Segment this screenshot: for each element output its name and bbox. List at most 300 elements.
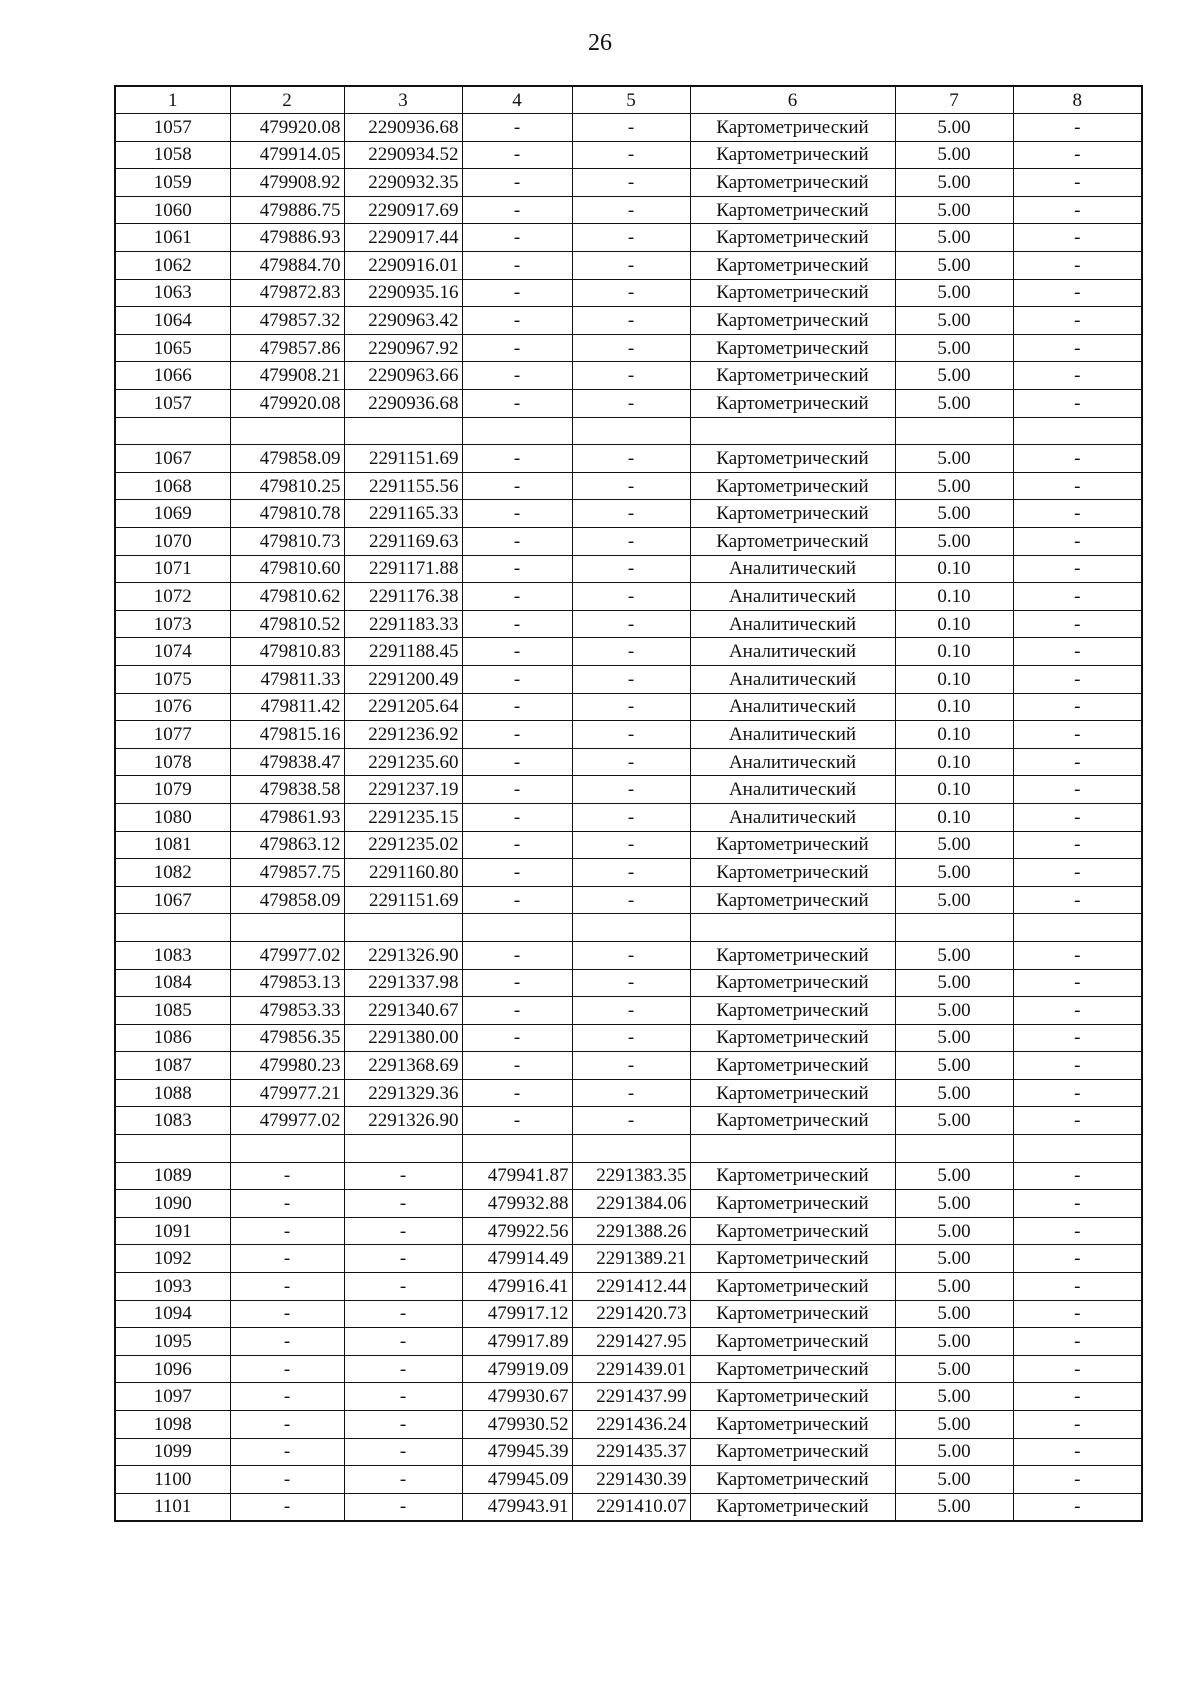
- table-cell: Картометрический: [690, 1052, 895, 1080]
- table-cell: -: [572, 114, 690, 142]
- table-cell: -: [462, 776, 572, 804]
- table-cell: [230, 417, 344, 445]
- table-cell: -: [1013, 224, 1142, 252]
- table-cell: -: [1013, 1273, 1142, 1301]
- table-cell: Картометрический: [690, 1107, 895, 1135]
- table-cell: Картометрический: [690, 1355, 895, 1383]
- table-cell: 479856.35: [230, 1024, 344, 1052]
- table-cell: -: [1013, 776, 1142, 804]
- table-cell: 479811.42: [230, 693, 344, 721]
- table-cell: Картометрический: [690, 390, 895, 418]
- table-cell: 1098: [115, 1411, 230, 1439]
- table-cell: -: [1013, 1245, 1142, 1273]
- table-cell: -: [1013, 941, 1142, 969]
- table-cell: -: [1013, 859, 1142, 887]
- table-cell: 1090: [115, 1190, 230, 1218]
- table-row: [115, 390, 1142, 418]
- table-cell: Картометрический: [690, 831, 895, 859]
- table-cell: -: [1013, 665, 1142, 693]
- table-cell: -: [1013, 997, 1142, 1025]
- table-cell: 2291183.33: [344, 610, 462, 638]
- table-cell: -: [1013, 693, 1142, 721]
- column-header: 5: [572, 86, 690, 114]
- table-cell: [895, 1135, 1013, 1163]
- table-cell: 479945.09: [462, 1466, 572, 1494]
- table-cell: -: [572, 252, 690, 280]
- table-cell: 1080: [115, 803, 230, 831]
- table-cell: 2291439.01: [572, 1355, 690, 1383]
- table-cell: -: [572, 472, 690, 500]
- table-cell: 5.00: [895, 279, 1013, 307]
- table-row: [115, 1493, 1142, 1521]
- table-cell: -: [1013, 307, 1142, 335]
- table-cell: -: [572, 555, 690, 583]
- table-cell: 479916.41: [462, 1273, 572, 1301]
- table-cell: 479941.87: [462, 1162, 572, 1190]
- table-cell: -: [572, 1024, 690, 1052]
- table-cell: 5.00: [895, 169, 1013, 197]
- table-row: [115, 638, 1142, 666]
- table-cell: -: [572, 776, 690, 804]
- table-cell: -: [572, 390, 690, 418]
- table-cell: Картометрический: [690, 224, 895, 252]
- table-cell: -: [462, 693, 572, 721]
- table-cell: -: [572, 583, 690, 611]
- table-cell: 2291205.64: [344, 693, 462, 721]
- table-cell: -: [1013, 528, 1142, 556]
- table-row: [115, 1079, 1142, 1107]
- table-cell: [115, 417, 230, 445]
- table-cell: 5.00: [895, 1493, 1013, 1521]
- table-row: [115, 1411, 1142, 1439]
- table-cell: 1096: [115, 1355, 230, 1383]
- table-cell: Картометрический: [690, 307, 895, 335]
- table-cell: 2290936.68: [344, 114, 462, 142]
- table-cell: -: [462, 997, 572, 1025]
- table-cell: 5.00: [895, 1079, 1013, 1107]
- table-cell: 5.00: [895, 390, 1013, 418]
- table-cell: 2291176.38: [344, 583, 462, 611]
- table-cell: 479838.58: [230, 776, 344, 804]
- table-cell: 1093: [115, 1273, 230, 1301]
- table-cell: [230, 1135, 344, 1163]
- table-cell: -: [344, 1411, 462, 1439]
- table-cell: 2291235.15: [344, 803, 462, 831]
- table-cell: -: [462, 528, 572, 556]
- table-cell: 1073: [115, 610, 230, 638]
- table-cell: 2291200.49: [344, 665, 462, 693]
- table-cell: -: [1013, 1107, 1142, 1135]
- table-cell: -: [1013, 1383, 1142, 1411]
- table-cell: -: [230, 1245, 344, 1273]
- table-cell: 479810.83: [230, 638, 344, 666]
- table-cell: Картометрический: [690, 472, 895, 500]
- table-cell: 2291236.92: [344, 721, 462, 749]
- table-cell: [1013, 914, 1142, 942]
- table-cell: -: [572, 941, 690, 969]
- table-header-row: [115, 86, 1142, 114]
- table-cell: 479838.47: [230, 748, 344, 776]
- table-row: [115, 1107, 1142, 1135]
- table-cell: 1067: [115, 445, 230, 473]
- table-cell: -: [572, 969, 690, 997]
- table-cell: -: [462, 472, 572, 500]
- table-cell: -: [462, 969, 572, 997]
- table-cell: 2290916.01: [344, 252, 462, 280]
- table-cell: -: [344, 1466, 462, 1494]
- table-row: [115, 859, 1142, 887]
- table-cell: -: [572, 528, 690, 556]
- table-cell: 2290935.16: [344, 279, 462, 307]
- table-cell: Аналитический: [690, 776, 895, 804]
- table-separator-row: [115, 1135, 1142, 1163]
- table-cell: -: [462, 555, 572, 583]
- table-cell: Картометрический: [690, 169, 895, 197]
- table-cell: -: [344, 1438, 462, 1466]
- table-cell: -: [572, 224, 690, 252]
- table-cell: Картометрический: [690, 1328, 895, 1356]
- table-cell: Картометрический: [690, 1466, 895, 1494]
- table-cell: -: [462, 859, 572, 887]
- table-row: [115, 1273, 1142, 1301]
- table-cell: 479914.49: [462, 1245, 572, 1273]
- table-cell: -: [572, 886, 690, 914]
- table-cell: Картометрический: [690, 1245, 895, 1273]
- table-row: [115, 1052, 1142, 1080]
- table-cell: 1076: [115, 693, 230, 721]
- table-cell: Картометрический: [690, 1273, 895, 1301]
- table-row: [115, 886, 1142, 914]
- table-cell: 479886.93: [230, 224, 344, 252]
- table-cell: -: [572, 859, 690, 887]
- table-row: [115, 665, 1142, 693]
- table-cell: 2291430.39: [572, 1466, 690, 1494]
- table-cell: Картометрический: [690, 362, 895, 390]
- table-cell: -: [462, 224, 572, 252]
- table-cell: -: [572, 693, 690, 721]
- table-cell: 5.00: [895, 969, 1013, 997]
- table-cell: -: [572, 196, 690, 224]
- table-row: [115, 803, 1142, 831]
- table-cell: -: [1013, 803, 1142, 831]
- table-cell: 0.10: [895, 803, 1013, 831]
- table-row: [115, 748, 1142, 776]
- table-cell: 2291384.06: [572, 1190, 690, 1218]
- table-cell: 479943.91: [462, 1493, 572, 1521]
- table-row: [115, 252, 1142, 280]
- table-row: [115, 555, 1142, 583]
- table-row: [115, 279, 1142, 307]
- table-cell: -: [462, 721, 572, 749]
- table-row: [115, 1466, 1142, 1494]
- table-cell: 2290934.52: [344, 141, 462, 169]
- table-cell: 5.00: [895, 252, 1013, 280]
- table-separator-row: [115, 417, 1142, 445]
- table-cell: -: [1013, 610, 1142, 638]
- column-header: 3: [344, 86, 462, 114]
- table-cell: [462, 914, 572, 942]
- table-cell: 2290967.92: [344, 334, 462, 362]
- table-cell: -: [1013, 555, 1142, 583]
- table-cell: 479917.12: [462, 1300, 572, 1328]
- table-cell: 5.00: [895, 1052, 1013, 1080]
- table-cell: [115, 914, 230, 942]
- table-cell: 479853.33: [230, 997, 344, 1025]
- table-cell: 2291420.73: [572, 1300, 690, 1328]
- table-cell: -: [1013, 886, 1142, 914]
- table-cell: 479815.16: [230, 721, 344, 749]
- table-cell: -: [230, 1411, 344, 1439]
- table-cell: 5.00: [895, 1190, 1013, 1218]
- table-cell: -: [230, 1273, 344, 1301]
- table-cell: [344, 417, 462, 445]
- table-cell: 5.00: [895, 196, 1013, 224]
- table-cell: 479857.32: [230, 307, 344, 335]
- table-cell: Картометрический: [690, 1190, 895, 1218]
- table-cell: -: [572, 665, 690, 693]
- table-cell: -: [1013, 1024, 1142, 1052]
- table-cell: 479857.75: [230, 859, 344, 887]
- table-cell: 479908.92: [230, 169, 344, 197]
- table-row: [115, 941, 1142, 969]
- table-cell: 2291412.44: [572, 1273, 690, 1301]
- table-cell: 479886.75: [230, 196, 344, 224]
- table-cell: -: [1013, 721, 1142, 749]
- table-cell: 1083: [115, 1107, 230, 1135]
- table-cell: 5.00: [895, 997, 1013, 1025]
- table-row: [115, 1438, 1142, 1466]
- table-cell: 1067: [115, 886, 230, 914]
- table-cell: 1064: [115, 307, 230, 335]
- table-cell: -: [230, 1493, 344, 1521]
- table-cell: -: [1013, 1217, 1142, 1245]
- table-cell: 5.00: [895, 1217, 1013, 1245]
- table-cell: 2291326.90: [344, 941, 462, 969]
- table-cell: Картометрический: [690, 445, 895, 473]
- table-cell: 479930.52: [462, 1411, 572, 1439]
- table-cell: 2290932.35: [344, 169, 462, 197]
- table-cell: 479810.52: [230, 610, 344, 638]
- table-cell: 479863.12: [230, 831, 344, 859]
- table-cell: -: [344, 1328, 462, 1356]
- table-cell: 2291165.33: [344, 500, 462, 528]
- table-cell: Картометрический: [690, 1383, 895, 1411]
- table-cell: [1013, 417, 1142, 445]
- table-cell: Картометрический: [690, 886, 895, 914]
- table-cell: 1070: [115, 528, 230, 556]
- table-cell: -: [1013, 583, 1142, 611]
- table-cell: 0.10: [895, 721, 1013, 749]
- table-cell: 2290917.69: [344, 196, 462, 224]
- table-cell: -: [230, 1162, 344, 1190]
- table-cell: 5.00: [895, 859, 1013, 887]
- table-cell: 2291235.60: [344, 748, 462, 776]
- table-cell: -: [230, 1466, 344, 1494]
- table-cell: 2291340.67: [344, 997, 462, 1025]
- table-cell: -: [230, 1383, 344, 1411]
- table-cell: -: [572, 362, 690, 390]
- table-cell: [462, 417, 572, 445]
- table-cell: 1069: [115, 500, 230, 528]
- table-cell: 5.00: [895, 307, 1013, 335]
- column-header: 8: [1013, 86, 1142, 114]
- table-cell: -: [1013, 1162, 1142, 1190]
- table-cell: 1062: [115, 252, 230, 280]
- table-cell: 5.00: [895, 1411, 1013, 1439]
- table-cell: 1058: [115, 141, 230, 169]
- table-cell: -: [1013, 1079, 1142, 1107]
- table-cell: [344, 914, 462, 942]
- table-cell: 2291237.19: [344, 776, 462, 804]
- table-cell: -: [462, 445, 572, 473]
- table-cell: -: [462, 500, 572, 528]
- table-cell: Картометрический: [690, 1024, 895, 1052]
- column-header: 4: [462, 86, 572, 114]
- table-cell: 479945.39: [462, 1438, 572, 1466]
- table-cell: -: [462, 169, 572, 197]
- table-cell: 5.00: [895, 224, 1013, 252]
- table-cell: 5.00: [895, 1438, 1013, 1466]
- table-cell: 479872.83: [230, 279, 344, 307]
- table-cell: 1091: [115, 1217, 230, 1245]
- table-cell: Картометрический: [690, 1438, 895, 1466]
- table-row: [115, 969, 1142, 997]
- table-cell: 479858.09: [230, 445, 344, 473]
- table-cell: -: [462, 748, 572, 776]
- column-header: 6: [690, 86, 895, 114]
- table-cell: 5.00: [895, 831, 1013, 859]
- table-cell: 1057: [115, 390, 230, 418]
- table-cell: Картометрический: [690, 334, 895, 362]
- table-cell: -: [572, 748, 690, 776]
- table-cell: 1083: [115, 941, 230, 969]
- table-cell: Картометрический: [690, 997, 895, 1025]
- table-cell: 1061: [115, 224, 230, 252]
- table-cell: -: [1013, 831, 1142, 859]
- table-row: [115, 721, 1142, 749]
- column-header: 1: [115, 86, 230, 114]
- column-header: 7: [895, 86, 1013, 114]
- table-cell: 0.10: [895, 555, 1013, 583]
- table-cell: 2291329.36: [344, 1079, 462, 1107]
- table-cell: 1082: [115, 859, 230, 887]
- table-cell: 2291435.37: [572, 1438, 690, 1466]
- table-cell: -: [344, 1300, 462, 1328]
- table-cell: 5.00: [895, 141, 1013, 169]
- table-cell: 479914.05: [230, 141, 344, 169]
- table-cell: 2291171.88: [344, 555, 462, 583]
- table-cell: -: [1013, 1052, 1142, 1080]
- table-cell: 1065: [115, 334, 230, 362]
- table-cell: -: [1013, 1355, 1142, 1383]
- table-row: [115, 169, 1142, 197]
- table-cell: -: [1013, 1438, 1142, 1466]
- table-cell: 1057: [115, 114, 230, 142]
- table-cell: 0.10: [895, 776, 1013, 804]
- table-cell: -: [462, 279, 572, 307]
- table-cell: 5.00: [895, 1245, 1013, 1273]
- table-cell: 5.00: [895, 528, 1013, 556]
- table-cell: 479980.23: [230, 1052, 344, 1080]
- table-cell: Картометрический: [690, 859, 895, 887]
- table-cell: -: [1013, 500, 1142, 528]
- table-cell: -: [462, 1052, 572, 1080]
- table-cell: 2291155.56: [344, 472, 462, 500]
- table-cell: 2290963.42: [344, 307, 462, 335]
- table-cell: -: [462, 252, 572, 280]
- table-row: [115, 196, 1142, 224]
- table-row: [115, 445, 1142, 473]
- table-row: [115, 831, 1142, 859]
- table-cell: 1078: [115, 748, 230, 776]
- table-cell: Аналитический: [690, 693, 895, 721]
- table-cell: 1089: [115, 1162, 230, 1190]
- table-cell: -: [1013, 252, 1142, 280]
- table-cell: 479977.02: [230, 941, 344, 969]
- table-row: [115, 1328, 1142, 1356]
- table-cell: 5.00: [895, 1300, 1013, 1328]
- table-cell: 5.00: [895, 445, 1013, 473]
- table-cell: [690, 914, 895, 942]
- table-cell: -: [462, 307, 572, 335]
- table-cell: 0.10: [895, 665, 1013, 693]
- page-number: 26: [588, 30, 612, 56]
- table-row: [115, 1300, 1142, 1328]
- table-cell: -: [572, 334, 690, 362]
- table-cell: -: [462, 831, 572, 859]
- table-cell: -: [1013, 390, 1142, 418]
- table-cell: 5.00: [895, 500, 1013, 528]
- table-cell: -: [572, 610, 690, 638]
- table-cell: 1071: [115, 555, 230, 583]
- table-cell: -: [462, 803, 572, 831]
- table-row: [115, 583, 1142, 611]
- table-cell: -: [230, 1300, 344, 1328]
- table-cell: -: [1013, 334, 1142, 362]
- table-cell: -: [1013, 638, 1142, 666]
- table-cell: -: [462, 665, 572, 693]
- table-cell: [895, 417, 1013, 445]
- table-cell: -: [572, 1052, 690, 1080]
- table-cell: Картометрический: [690, 252, 895, 280]
- table-cell: 1077: [115, 721, 230, 749]
- table-cell: 2291383.35: [572, 1162, 690, 1190]
- table-cell: -: [462, 886, 572, 914]
- table-cell: 1099: [115, 1438, 230, 1466]
- table-cell: -: [462, 610, 572, 638]
- table-cell: -: [462, 390, 572, 418]
- table-cell: -: [462, 362, 572, 390]
- table-cell: 5.00: [895, 1355, 1013, 1383]
- table-cell: 1092: [115, 1245, 230, 1273]
- table-cell: -: [344, 1273, 462, 1301]
- table-cell: -: [572, 500, 690, 528]
- table-cell: -: [572, 307, 690, 335]
- table-cell: 5.00: [895, 472, 1013, 500]
- table-cell: 1074: [115, 638, 230, 666]
- table-cell: [1013, 1135, 1142, 1163]
- table-cell: 0.10: [895, 583, 1013, 611]
- table-cell: Картометрический: [690, 1300, 895, 1328]
- table-cell: 479857.86: [230, 334, 344, 362]
- table-cell: 2291380.00: [344, 1024, 462, 1052]
- table-cell: 0.10: [895, 638, 1013, 666]
- table-cell: 479922.56: [462, 1217, 572, 1245]
- table-cell: 0.10: [895, 748, 1013, 776]
- table-cell: -: [572, 1107, 690, 1135]
- table-cell: 1081: [115, 831, 230, 859]
- table-cell: 479884.70: [230, 252, 344, 280]
